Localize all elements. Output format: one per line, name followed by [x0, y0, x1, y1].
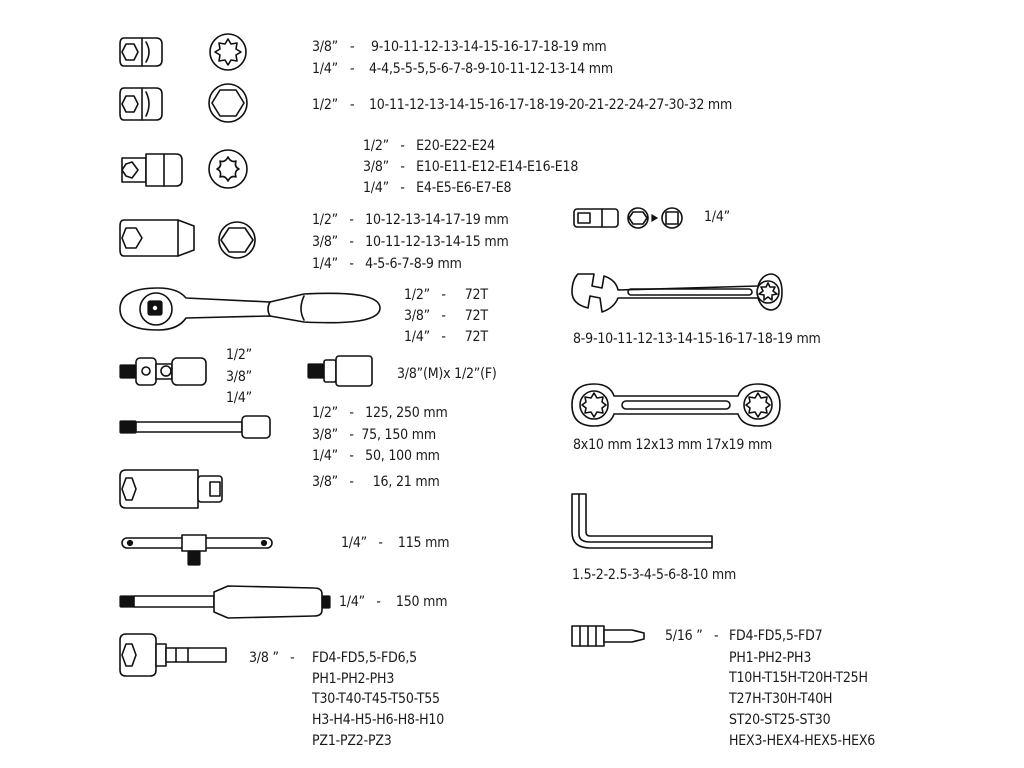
ratchet-line-1: 1/2” - 72T — [404, 287, 488, 303]
adapter-label: 3/8”(M)x 1/2”(F) — [397, 366, 497, 382]
bits-line-1: FD4-FD5,5-FD7 — [729, 628, 823, 644]
torx-line-2: 3/8” - E10-E11-E12-E14-E16-E18 — [363, 159, 579, 175]
torx-line-3: 1/4” - E4-E5-E6-E7-E8 — [363, 180, 512, 196]
bits-line-2: PH1-PH2-PH3 — [729, 650, 812, 666]
bit-socket-icon — [118, 630, 234, 680]
bits-line-6: HEX3-HEX4-HEX5-HEX6 — [729, 733, 876, 749]
screwdriver-bit-icon — [570, 622, 654, 650]
bit-socket-line-1: FD4-FD5,5-FD6,5 — [312, 650, 417, 666]
row1-dash-1: - — [350, 39, 355, 55]
adapter-icon — [306, 354, 378, 390]
bit-adapter-icon — [572, 205, 692, 231]
row2-values: 10-11-12-13-14-15-16-17-18-19-20-21-22-24-27-30-32 mm — [369, 97, 733, 113]
extension-bar-icon — [118, 414, 274, 440]
universal-joint-icon — [118, 354, 214, 390]
bit-socket-line-5: PZ1-PZ2-PZ3 — [312, 733, 392, 749]
bit-adapter-label: 1/4” — [704, 209, 730, 225]
deep-line-1: 1/2” - 10-12-13-14-17-19 mm — [312, 212, 509, 228]
ujoint-line-2: 3/8” — [226, 369, 252, 385]
spark-plug-socket-icon — [118, 468, 228, 510]
bit-socket-line-4: H3-H4-H5-H6-H8-H10 — [312, 712, 445, 728]
bits-line-4: T27H-T30H-T40H — [729, 691, 833, 707]
torx-socket-icon — [118, 148, 198, 192]
ratchet-handle-icon — [118, 280, 386, 338]
twelve-point-socket-front-icon — [206, 32, 250, 72]
hex-key-icon — [568, 490, 718, 554]
sliding-t-bar-icon — [118, 530, 278, 570]
ratchet-line-3: 1/4” - 72T — [404, 329, 488, 345]
combo-wrench-label: 8-9-10-11-12-13-14-15-16-17-18-19 mm — [573, 331, 821, 347]
spark-socket-label: 3/8” - 16, 21 mm — [312, 474, 440, 490]
extension-line-2: 3/8” - 75, 150 mm — [312, 427, 436, 443]
spinner-handle-icon — [118, 584, 334, 620]
ujoint-line-3: 1/4” — [226, 390, 252, 406]
twelve-point-socket-icon — [118, 30, 198, 74]
bits-line-3: T10H-T15H-T20H-T25H — [729, 670, 868, 686]
ring-wrench-label: 8x10 mm 12x13 mm 17x19 mm — [573, 437, 773, 453]
row2-dash: - — [350, 97, 355, 113]
deep-socket-icon — [118, 216, 218, 260]
row1-dash-2: - — [350, 61, 355, 77]
bit-socket-size: 3/8 ” - — [249, 650, 295, 666]
row1-size-2: 1/4” — [312, 61, 338, 77]
double-ring-wrench-icon — [570, 380, 784, 430]
extension-line-3: 1/4” - 50, 100 mm — [312, 448, 440, 464]
six-point-socket-front-icon — [206, 82, 250, 124]
deep-socket-front-icon — [214, 220, 260, 260]
bit-socket-line-3: T30-T40-T45-T50-T55 — [312, 691, 440, 707]
bits-size: 5/16 ” - — [665, 628, 719, 644]
row2-size: 1/2” — [312, 97, 338, 113]
row1-size-1: 3/8” — [312, 39, 338, 55]
deep-line-3: 1/4” - 4-5-6-7-8-9 mm — [312, 256, 462, 272]
spinner-label: 1/4” - 150 mm — [339, 594, 448, 610]
deep-line-2: 3/8” - 10-11-12-13-14-15 mm — [312, 234, 509, 250]
torx-socket-front-icon — [206, 148, 250, 190]
bit-socket-line-2: PH1-PH2-PH3 — [312, 671, 395, 687]
tbar-label: 1/4” - 115 mm — [341, 535, 450, 551]
combination-wrench-icon — [568, 268, 784, 316]
torx-line-1: 1/2” - E20-E22-E24 — [363, 138, 495, 154]
ratchet-line-2: 3/8” - 72T — [404, 308, 488, 324]
extension-line-1: 1/2” - 125, 250 mm — [312, 405, 448, 421]
bits-line-5: ST20-ST25-ST30 — [729, 712, 831, 728]
hex-key-label: 1.5-2-2.5-3-4-5-6-8-10 mm — [572, 567, 737, 583]
row1-values-2: 4-4,5-5-5,5-6-7-8-9-10-11-12-13-14 mm — [369, 61, 613, 77]
six-point-socket-icon — [118, 82, 198, 126]
ujoint-line-1: 1/2” — [226, 347, 252, 363]
row1-values-1: 9-10-11-12-13-14-15-16-17-18-19 mm — [371, 39, 607, 55]
